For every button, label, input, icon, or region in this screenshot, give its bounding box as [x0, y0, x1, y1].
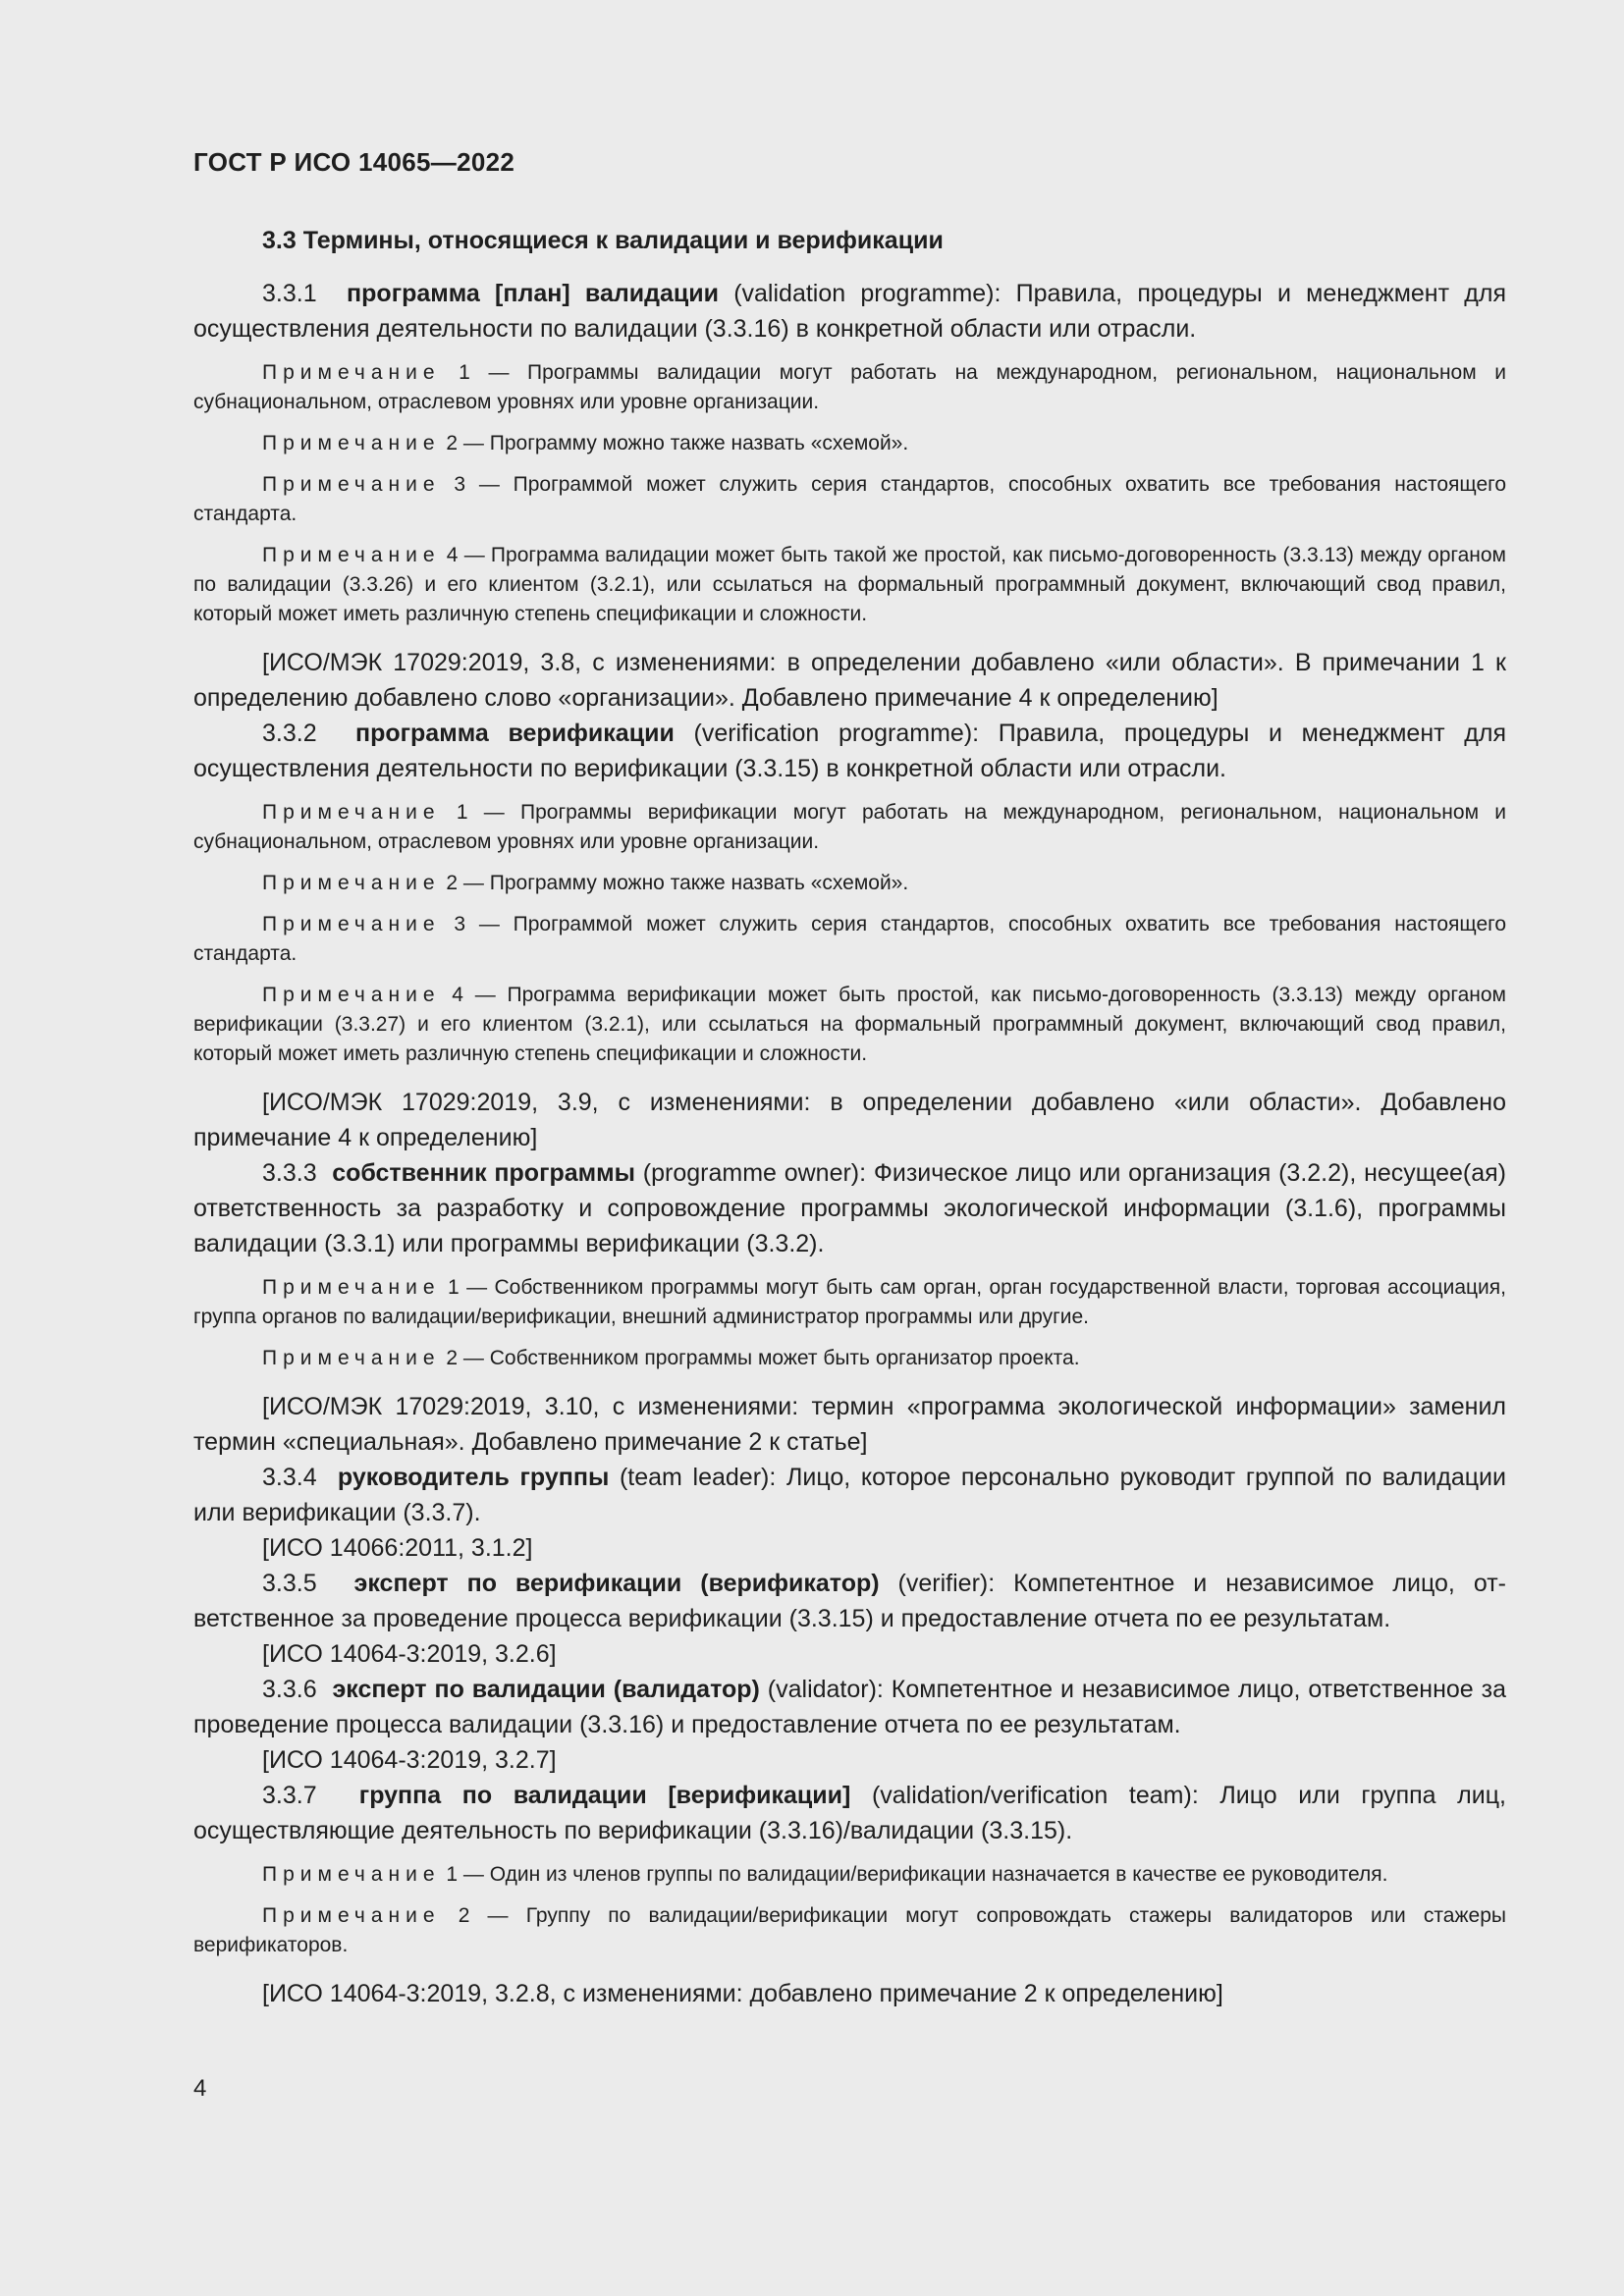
note: [193, 798, 1506, 857]
note-label: Примечание: [262, 432, 441, 454]
note-label: Примечание: [262, 361, 441, 384]
term-definition: (programme owner): Физическое лицо или организация (3.2.2), несущее(ая) ответственность за разработку и сопровождение программы экологической информации (3.1.6), программы валидации (3.3.1) или программы верификации (3.3.2).: [193, 1159, 1506, 1257]
term-definition: (validator): Компетентное и независимое лицо, ответственное за проведение процесса валидации (3.3.16) и предоставление отчета по ее результатам.: [193, 1676, 1506, 1738]
note-label: Примечание: [262, 1863, 441, 1886]
note-text: 2 — Собственником программы может быть организатор проекта.: [440, 1347, 1080, 1369]
term-3-3-3: [193, 1155, 1506, 1261]
note: [193, 981, 1506, 1069]
term-number: 3.3.6: [262, 1676, 317, 1703]
term-3-3-6: [193, 1672, 1506, 1742]
term-number: 3.3.4: [262, 1464, 317, 1491]
term-definition: (validation programme): Правила, процедуры и менеджмент для осуществления деятельности по валидации (3.3.16) в конкретной области или отрасли.: [193, 280, 1506, 343]
document-header: ГОСТ Р ИСО 14065—2022: [193, 147, 515, 177]
note: [193, 869, 1506, 898]
term-3-3-5: [193, 1566, 1506, 1636]
term-number: 3.3.1: [262, 280, 317, 307]
note-label: Примечание: [262, 1904, 441, 1927]
term-name: эксперт по валидации (валидатор): [332, 1676, 760, 1703]
note: [193, 1860, 1506, 1890]
term-number: 3.3.5: [262, 1570, 317, 1597]
note: [193, 470, 1506, 529]
term-source: [ИСО 14064-3:2019, 3.2.8, с изменениями: добавлено примечание 2 к определению]: [262, 1980, 1223, 2007]
note-label: Примечание: [262, 872, 441, 894]
term-number: 3.3.7: [262, 1782, 317, 1809]
note-text: 4 — Программа валидации может быть такой же простой, как письмо-договоренность (3.3.13) между органом по валидации (3.3.26) и его клиентом (3.2.1), или ссылаться на формальный программный документ, включающий свод правил, который может иметь различную степень спецификации и сложности.: [193, 544, 1506, 625]
note-text: 2 — Группу по валидации/верификации могут сопровождать стажеры валидаторов или стажеры верификаторов.: [193, 1904, 1506, 1956]
document-body: [193, 276, 1506, 2011]
term-3-3-4: [193, 1460, 1506, 1530]
note-label: Примечание: [262, 544, 441, 566]
term-source: [ИСО 14064-3:2019, 3.2.6]: [262, 1640, 557, 1668]
note-text: 3 — Программой может служить серия стандартов, способных охватить все требования настоящего стандарта.: [193, 473, 1506, 525]
note-label: Примечание: [262, 801, 441, 824]
page-number: 4: [193, 2075, 207, 2102]
section-title: 3.3 Термины, относящиеся к валидации и верификации: [262, 227, 944, 254]
note-text: 3 — Программой может служить серия стандартов, способных охватить все требования настоящего стандарта.: [193, 913, 1506, 965]
term-3-3-2: [193, 716, 1506, 786]
term-definition: (verification programme): Правила, процедуры и менеджмент для осуществления деятельности по верификации (3.3.15) в конкретной области или отрасли.: [193, 720, 1506, 782]
term-definition: (team leader): Лицо, которое персонально руководит группой по валидации или верификации (3.3.7).: [193, 1464, 1506, 1526]
term-source: [ИСО/МЭК 17029:2019, 3.8, с изменениями: в определении добавлено «или области». В примечании 1 к определению добавлено слово «организации». Добавлено примечание 4 к определению]: [193, 649, 1506, 712]
note-text: 2 — Программу можно также назвать «схемой».: [440, 432, 909, 454]
note: [193, 429, 1506, 458]
term-name: собственник программы: [332, 1159, 635, 1187]
term-number: 3.3.3: [262, 1159, 317, 1187]
term-source: [ИСО 14066:2011, 3.1.2]: [262, 1534, 533, 1562]
note: [193, 1344, 1506, 1373]
term-name: группа по валидации [верификации]: [358, 1782, 851, 1809]
note-text: 1 — Программы валидации могут работать на международном, региональном, национальном и субнациональном, отраслевом уровнях или уровне организации.: [193, 361, 1506, 413]
term-3-3-7: [193, 1778, 1506, 1848]
note-label: Примечание: [262, 984, 441, 1006]
note: [193, 910, 1506, 969]
note-label: Примечание: [262, 473, 441, 496]
note-text: 1 — Собственником программы могут быть сам орган, орган государственной власти, торговая ассоциация, группа органов по валидации/верификации, внешний администратор программы или другие.: [193, 1276, 1506, 1328]
term-name: программа [план] валидации: [347, 280, 719, 307]
note: [193, 358, 1506, 417]
term-number: 3.3.2: [262, 720, 317, 747]
note-text: 2 — Программу можно также назвать «схемой».: [440, 872, 909, 894]
term-name: руководитель группы: [337, 1464, 610, 1491]
note: [193, 1901, 1506, 1960]
note: [193, 541, 1506, 629]
term-source: [ИСО 14064-3:2019, 3.2.7]: [262, 1746, 557, 1774]
term-name: эксперт по верификации (верификатор): [353, 1570, 880, 1597]
note-text: 1 — Один из членов группы по валидации/верификации назначается в качестве ее руководителя.: [440, 1863, 1388, 1886]
term-source: [ИСО/МЭК 17029:2019, 3.10, с изменениями: термин «программа экологической информации» заменил термин «специальная». Добавлено примечание 2 к статье]: [193, 1393, 1506, 1456]
term-source: [ИСО/МЭК 17029:2019, 3.9, с изменениями: в определении добавлено «или области». Добавлено примечание 4 к определению]: [193, 1089, 1506, 1151]
term-name: программа верификации: [354, 720, 675, 747]
note-label: Примечание: [262, 1347, 441, 1369]
note-text: 1 — Программы верификации могут работать на международном, региональном, национальном и субнациональном, отраслевом уровнях или уровне организации.: [193, 801, 1506, 853]
term-definition: (verifier): Компетентное и независимое лицо, ответственное за проведение процесса верификации (3.3.15) и предоставление отчета по ее результатам.: [193, 1570, 1506, 1632]
term-3-3-1: [193, 276, 1506, 347]
term-definition: (validation/verification team): Лицо или группа лиц, осуществляющие деятельность по верификации (3.3.16)/валидации (3.3.15).: [193, 1782, 1506, 1844]
note-label: Примечание: [262, 913, 441, 935]
note-label: Примечание: [262, 1276, 441, 1299]
note-text: 4 — Программа верификации может быть простой, как письмо-договоренность (3.3.13) между органом верификации (3.3.27) и его клиентом (3.2.1), или ссылаться на формальный программный документ, включающий свод правил, который может иметь различную степень спецификации и сложности.: [193, 984, 1506, 1065]
note: [193, 1273, 1506, 1332]
